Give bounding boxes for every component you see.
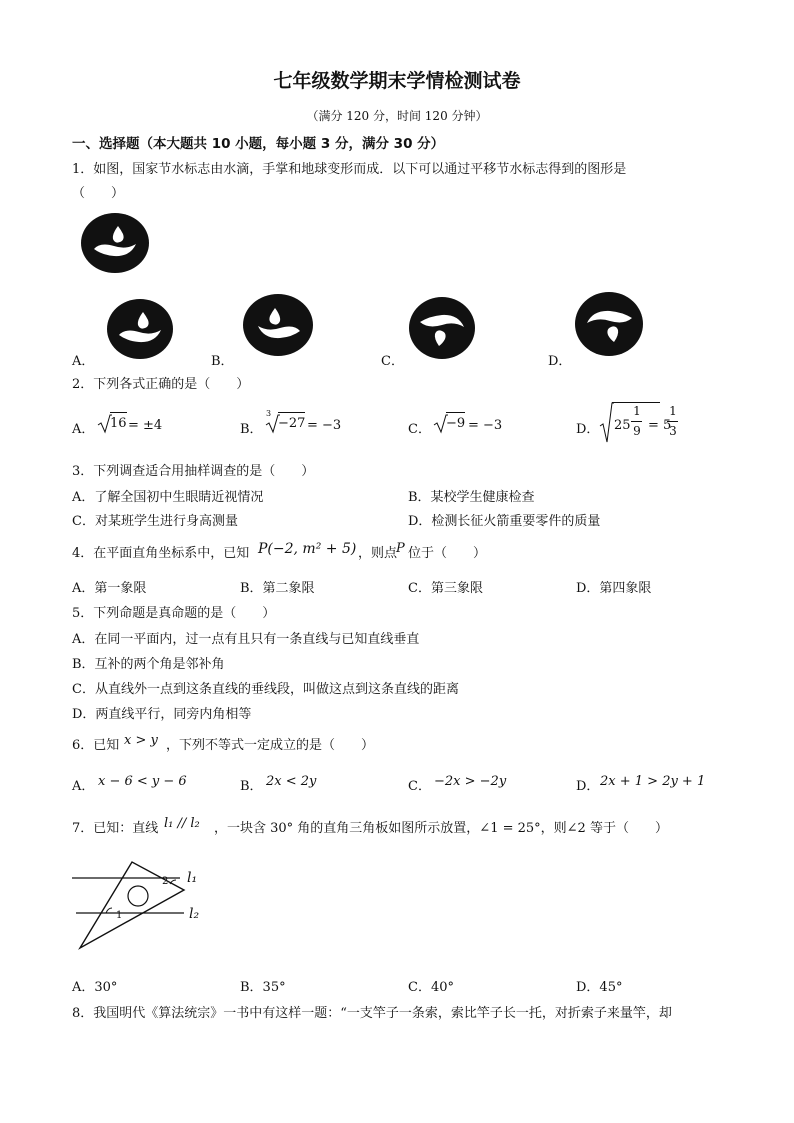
question-7-parallel-lines: l₁ // l₂ (164, 816, 200, 831)
option-d-denominator: 9 (633, 424, 641, 438)
question-6-condition: x > y (124, 733, 158, 748)
angle-2-label: 2 (162, 876, 169, 887)
option-a[interactable]: A．在同一平面内，过一点有且只有一条直线与已知直线垂直 (72, 632, 420, 647)
option-a-label[interactable]: A． (72, 354, 95, 369)
option-c[interactable]: C．对某班学生进行身高测量 (72, 514, 238, 529)
option-d-logo-image[interactable] (574, 291, 644, 357)
option-d-label[interactable]: D． (576, 779, 600, 794)
option-a[interactable]: A．30° (72, 980, 118, 995)
line-l2-label: l₂ (189, 906, 200, 922)
option-d[interactable]: D．第四象限 (576, 581, 652, 596)
option-c[interactable]: C．第三象限 (408, 581, 483, 596)
option-a-result: = ±4 (128, 418, 163, 433)
option-d[interactable]: D．两直线平行，同旁内角相等 (72, 707, 252, 722)
option-b[interactable]: B．第二象限 (240, 581, 315, 596)
option-d[interactable]: D．45° (576, 980, 623, 995)
option-c-expression: −2x > −2y (434, 774, 507, 789)
option-d-integer: 25 (614, 418, 631, 433)
angle-1-label: 1 (116, 910, 123, 921)
option-d-numerator-2: 1 (669, 404, 677, 418)
question-4-point-name: P (396, 541, 405, 556)
option-b-expression: 2x < 2y (266, 774, 317, 789)
fraction-bar (631, 421, 642, 422)
option-c[interactable]: C．从直线外一点到这条直线的垂线段，叫做这点到这条直线的距离 (72, 682, 459, 697)
option-b[interactable]: B．互补的两个角是邻补角 (72, 657, 225, 672)
option-c-result: = −3 (468, 418, 503, 433)
option-d-numerator: 1 (633, 404, 641, 418)
option-b-label[interactable]: B． (211, 354, 234, 369)
option-d-expression: 2x + 1 > 2y + 1 (600, 774, 706, 789)
option-b-label[interactable]: B． (240, 779, 263, 794)
option-b[interactable]: B．某校学生健康检查 (408, 490, 535, 505)
question-4-stem-middle: ，则点 (358, 546, 398, 561)
question-6-stem-suffix: ，下列不等式一定成立的是（ ） (166, 738, 375, 753)
option-b-root-index: 3 (266, 409, 272, 418)
question-3-stem: 3．下列调查适合用抽样调查的是（ ） (72, 464, 315, 479)
question-4-stem-prefix: 4．在平面直角坐标系中，已知 (72, 546, 250, 561)
question-8-stem: 8．我国明代《算法统宗》一书中有这样一题：“一支竿子一条索，索比竿子长一托，对折索子来量竿，却 (72, 1006, 672, 1021)
question-2-stem: 2．下列各式正确的是（ ） (72, 377, 250, 392)
option-c-radicand: −9 (446, 412, 465, 431)
option-a-label[interactable]: A． (72, 422, 95, 437)
radical-sign-icon (600, 402, 614, 444)
option-d-label[interactable]: D． (576, 422, 600, 437)
option-a-radicand: 16 (110, 412, 127, 431)
option-a[interactable]: A．了解全国初中生眼睛近视情况 (72, 490, 264, 505)
option-b[interactable]: B．35° (240, 980, 286, 995)
fraction-bar (667, 421, 678, 422)
question-1-stem: 1．如图，国家节水标志由水滴，手掌和地球变形而成．以下可以通过平移节水标志得到的图形是 (72, 162, 627, 177)
option-d[interactable]: D．检测长征火箭重要零件的质量 (408, 514, 601, 529)
option-a[interactable]: A．第一象限 (72, 581, 147, 596)
radical-vinculum (612, 402, 660, 403)
line-l1-label: l₁ (187, 870, 198, 886)
option-c-logo-image[interactable] (408, 296, 476, 360)
option-d-denominator-2: 3 (669, 424, 677, 438)
question-6-stem-prefix: 6．已知 (72, 738, 120, 753)
option-d-equals: = 5 (648, 418, 672, 433)
question-7-stem-prefix: 7．已知：直线 (72, 821, 159, 836)
option-c-label[interactable]: C． (381, 354, 404, 369)
option-a-logo-image[interactable] (106, 298, 174, 360)
option-b-radicand: −27 (278, 412, 305, 431)
water-saving-logo-original (80, 212, 150, 274)
option-a-label[interactable]: A． (72, 779, 95, 794)
option-c-label[interactable]: C． (408, 422, 431, 437)
question-7-stem-suffix: ，一块含 30° 角的直角三角板如图所示放置，∠1 = 25°，则∠2 等于（ ） (214, 821, 668, 836)
triangle-parallel-lines-figure (72, 858, 204, 954)
option-c[interactable]: C．40° (408, 980, 454, 995)
option-b-label[interactable]: B． (240, 422, 263, 437)
question-5-stem: 5．下列命题是真命题的是（ ） (72, 606, 276, 621)
option-b-result: = −3 (307, 418, 342, 433)
question-1-blank: （ ） (72, 186, 125, 201)
option-a-expression: x − 6 < y − 6 (98, 774, 187, 789)
section-heading-multiple-choice: 一、选择题（本大题共 10 小题，每小题 3 分，满分 30 分） (72, 136, 445, 152)
option-d-label[interactable]: D． (548, 354, 572, 369)
question-4-stem-suffix: 位于（ ） (408, 546, 487, 561)
option-c-label[interactable]: C． (408, 779, 431, 794)
page-title: 七年级数学期末学情检测试卷 (273, 70, 521, 92)
page-subtitle: （满分 120 分，时间 120 分钟） (306, 109, 488, 123)
option-b-logo-image[interactable] (242, 293, 314, 357)
question-4-point-expression: P(−2, m² + 5) (258, 541, 357, 557)
